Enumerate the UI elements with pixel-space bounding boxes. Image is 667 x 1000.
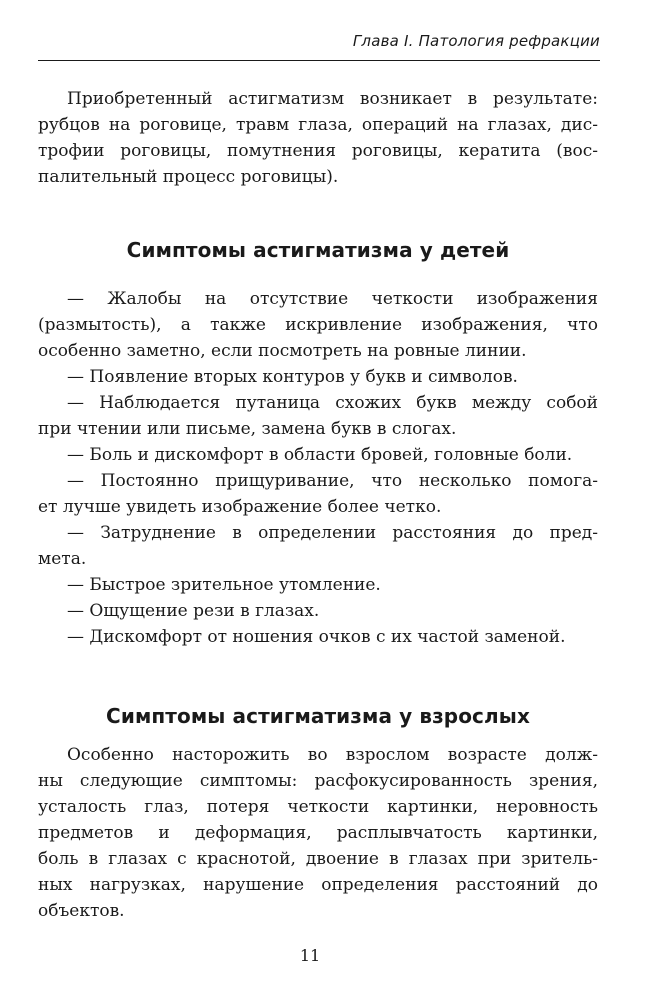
header-rule: [38, 60, 600, 61]
list-item-line: — Боль и дискомфорт в области бровей, головные боли.: [67, 445, 573, 465]
intro-line: трофии роговицы, помутнения роговицы, кератита (вос-: [38, 141, 598, 161]
list-item-line: — Постоянно прищуривание, что несколько помога-: [67, 471, 598, 491]
adults-line: объектов.: [38, 901, 125, 921]
list-item-line: ет лучше увидеть изображение более четко.: [38, 497, 442, 517]
section-heading-adults: Симптомы астигматизма у взрослых: [106, 704, 530, 728]
list-item-line: — Жалобы на отсутствие четкости изображения: [67, 289, 598, 309]
list-item-line: (размытость), а также искривление изображения, что: [38, 315, 598, 335]
list-item: [38, 520, 598, 572]
list-item: [38, 624, 598, 650]
list-item-line: — Дискомфорт от ношения очков с их частой заменой.: [67, 627, 566, 647]
adults-line: боль в глазах с краснотой, двоение в глазах при зритель-: [38, 849, 598, 869]
intro-paragraph: [38, 86, 598, 190]
section-heading-children: Симптомы астигматизма у детей: [126, 238, 510, 262]
running-header: Глава I. Патология рефракции: [352, 32, 600, 50]
list-item-line: особенно заметно, если посмотреть на ровные линии.: [38, 341, 527, 361]
list-item-line: — Ощущение рези в глазах.: [67, 601, 320, 621]
list-item: [38, 598, 598, 624]
adults-line: ны следующие симптомы: расфокусированность зрения,: [38, 771, 598, 791]
list-item-line: — Быстрое зрительное утомление.: [67, 575, 381, 595]
list-item: [38, 390, 598, 442]
adults-line: ных нагрузках, нарушение определения расстояний до: [38, 875, 598, 895]
list-item: [38, 442, 598, 468]
intro-line: рубцов на роговице, травм глаза, операций на глазах, дис-: [38, 115, 598, 135]
intro-line: палительный процесс роговицы).: [38, 167, 339, 187]
adults-paragraph: [38, 742, 598, 924]
intro-line: Приобретенный астигматизм возникает в результате:: [67, 89, 598, 109]
list-item-line: — Наблюдается путаница схожих букв между собой: [67, 393, 598, 413]
list-item-line: — Появление вторых контуров у букв и символов.: [67, 367, 518, 387]
list-item: [38, 364, 598, 390]
adults-line: усталость глаз, потеря четкости картинки, неровность: [38, 797, 598, 817]
children-symptom-list: [38, 286, 598, 650]
list-item: [38, 286, 598, 364]
list-item-line: при чтении или письме, замена букв в слогах.: [38, 419, 457, 439]
adults-line: предметов и деформация, расплывчатость картинки,: [38, 823, 598, 843]
list-item-line: мета.: [38, 549, 87, 569]
list-item: [38, 572, 598, 598]
list-item-line: — Затруднение в определении расстояния до пред-: [67, 523, 598, 543]
adults-line: Особенно насторожить во взрослом возрасте долж-: [67, 745, 598, 765]
page-number: 11: [299, 946, 321, 965]
list-item: [38, 468, 598, 520]
